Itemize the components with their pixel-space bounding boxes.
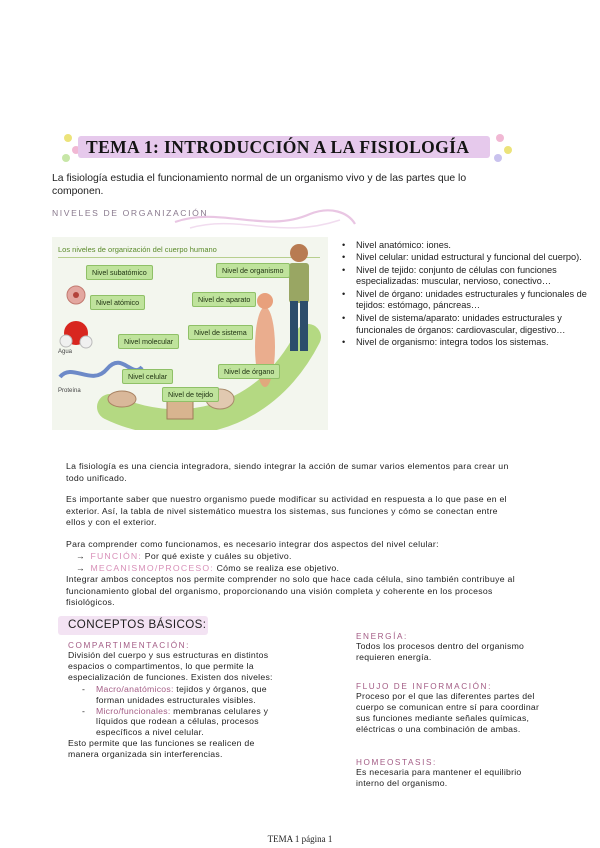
conceptos-heading: CONCEPTOS BÁSICOS: (68, 618, 207, 631)
proteina-label: Proteína (58, 388, 81, 394)
paragraph-comprender: Para comprender como funcionamos, es necesario integrar dos aspectos del nivel celular: (66, 539, 439, 549)
mecanismo-line: → MECANISMO/PROCESO: Cómo se realiza ese objetivo. (76, 563, 340, 573)
levels-figure (52, 237, 328, 430)
energia-section (356, 632, 542, 663)
list-item: • Nivel de tejido: conjunto de células con funciones especializadas: muscular, nervioso, conectivo… (342, 264, 557, 287)
page-footer: TEMA 1 página 1 (267, 834, 333, 844)
level-label-atomico: Nivel atómico (90, 295, 145, 310)
flujo-text: Proceso por el que las diferentes partes del cuerpo se comunican entre sí para coordinar sus funciones mediante señales químicas, eléctricas o una combinación de ambas. (356, 691, 540, 734)
list-item: • Nivel de organismo: integra todos los sistemas. (342, 336, 549, 347)
energia-heading: ENERGÍA: (356, 632, 408, 641)
decorative-swirl (170, 200, 360, 240)
level-label-organo: Nivel de órgano (218, 364, 280, 379)
list-item: • Nivel celular: unidad estructural y funcional del cuerpo). (342, 252, 582, 263)
figure-caption: Los niveles de organización del cuerpo humano (58, 245, 217, 254)
funcion-line: → FUNCIÓN: Por qué existe y cuáles su objetivo. (76, 551, 292, 561)
levels-bullet-list (342, 240, 592, 349)
agua-label: Agua (58, 349, 73, 355)
level-label-organismo: Nivel de organismo (216, 263, 290, 278)
homeostasis-heading: HOMEOSTASIS: (356, 758, 437, 767)
level-label-sistema: Nivel de sistema (188, 325, 253, 340)
level-label-celular: Nivel celular (122, 369, 173, 384)
intro-text: La fisiología estudia el funcionamiento normal de un organismo vivo y de las partes que lo componen. (52, 173, 467, 197)
compartimentacion-text: División del cuerpo y sus estructuras en distintos espacios o compartimentos, lo que permite la especialización de funciones. Existen dos niveles: (68, 650, 273, 682)
level-label-tejido: Nivel de tejido (162, 387, 219, 402)
compartimentacion-closing: Esto permite que las funciones se realicen de manera organizada sin interferencias. (68, 738, 255, 760)
compartimentacion-section (68, 641, 288, 760)
list-item: - Micro/funcionales: membranas celulares y líquidos que rodean a células, procesos específicos a nivel celular. (82, 705, 269, 738)
paragraph-modificar: Es importante saber que nuestro organismo puede modificar su actividad en respuesta a lo que pase en el exterior. Así, la tabla de nivel sistemático muestra los sistemas, sus funciones y cómo se conectan entre ellos y con el exterior. (66, 494, 507, 528)
list-item: • Nivel de órgano: unidades estructurales y funcionales de tejidos: estómago, páncreas… (342, 288, 587, 311)
paragraph-integradora: La fisiología es una ciencia integradora, siendo integrar la acción de sumar varios elementos para crear un todo unificado. (66, 461, 509, 483)
level-label-subatomico: Nivel subatómico (86, 265, 153, 280)
level-label-aparato: Nivel de aparato (192, 292, 256, 307)
energia-text: Todos los procesos dentro del organismo requieren energía. (356, 641, 525, 662)
list-item: • Nivel de sistema/aparato: unidades estructurales y funcionales de órganos: cardiovascular, digestivo… (342, 312, 566, 335)
flujo-section (356, 682, 542, 735)
list-item: - Macro/anatómicos: tejidos y órganos, que forman unidades estructurales visibles. (82, 683, 267, 705)
homeostasis-section (356, 758, 542, 789)
flujo-heading: FLUJO DE INFORMACIÓN: (356, 682, 492, 691)
level-label-molecular: Nivel molecular (118, 334, 179, 349)
compartimentacion-heading: COMPARTIMENTACIÓN: (68, 641, 191, 650)
paragraph-integrar: Integrar ambos conceptos nos permite comprender no solo que hace cada célula, sino también contribuye al funcionamiento global del organismo, proporcionando una visión completa y coherente en los procesos fisiológicos. (66, 574, 515, 608)
homeostasis-text: Es necesaria para mantener el equilibrio interno del organismo. (356, 767, 522, 788)
niveles-heading: NIVELES DE ORGANIZACIÓN (52, 208, 209, 218)
page-title: TEMA 1: INTRODUCCIÓN A LA FISIOLOGÍA (86, 137, 470, 157)
list-item: • Nivel anatómico: iones. (342, 240, 451, 250)
